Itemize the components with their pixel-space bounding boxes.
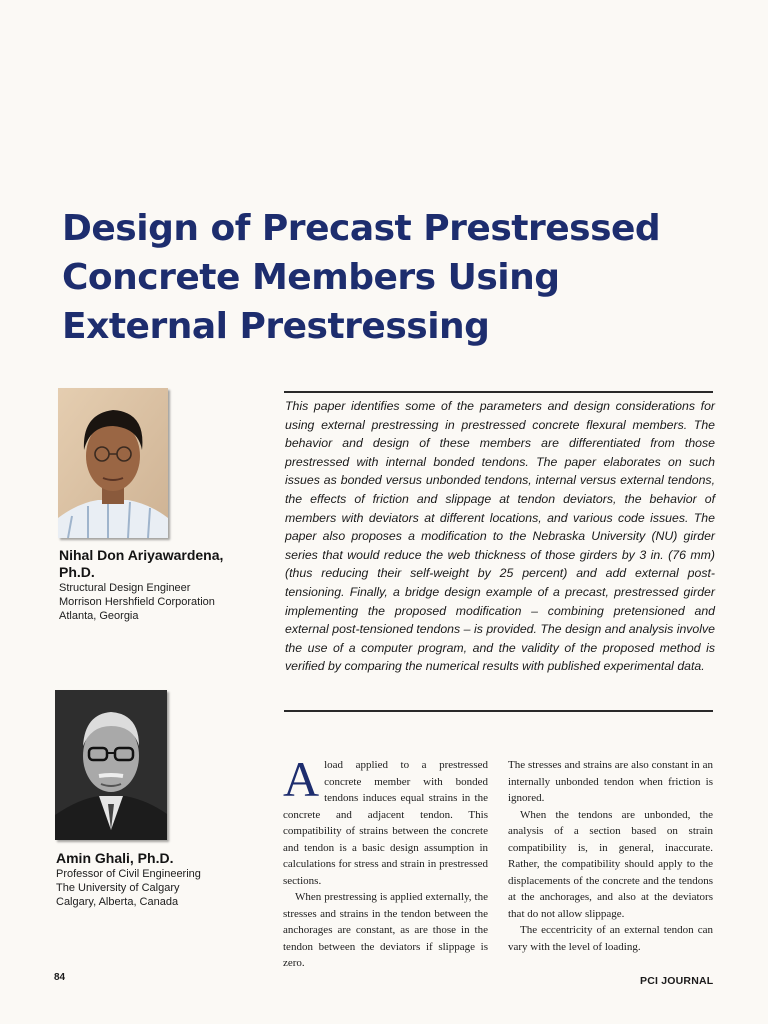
page-number: 84: [54, 972, 66, 983]
author-affiliation-line: Structural Design Engineer: [59, 582, 191, 594]
author-name: Amin Ghali, Ph.D.: [56, 850, 174, 866]
paragraph: The eccentricity of an external tendon can vary with the level of loading.: [508, 924, 713, 953]
title-line-1: Design of Precast Prestressed: [62, 208, 661, 249]
author-block-2: [56, 850, 256, 909]
author-affiliation-line: Atlanta, Georgia: [59, 610, 139, 622]
paragraph-text: load applied to a prestressed concrete member with bonded tendons induces equal strains in the concrete and adjacent tendon. This compatibility of strains between the concrete and tendon is a basic design assumption in calculations for stress and strain in prestressed sections.: [283, 759, 488, 887]
drop-cap: A: [283, 751, 320, 807]
paragraph: When prestressing is applied externally, the stresses and strains in the tendon between the anchorages are constant, as are those in the tendon between the deviators if slippage is zero.: [283, 891, 488, 969]
author-photo-ghali: [55, 690, 167, 840]
abstract-top-rule: [284, 391, 713, 393]
title-line-2: Concrete Members Using: [62, 257, 560, 298]
author-affiliation-line: Calgary, Alberta, Canada: [56, 896, 179, 908]
abstract: This paper identifies some of the parameters and design considerations for using external prestressing in prestressed concrete flexural members. The behavior and design of these members are differentiated from those prestressed with internal bonded tendons. The paper elaborates on such issues as bonded versus unbonded tendons, internal versus external tendons, the effects of friction and slippage at tendon deviators, the behavior of members with deviators at different locations, and various code issues. The paper also proposes a modification to the Nebraska University (NU) girder series that would reduce the web thickness of those girders by 3 in. (76 mm) (thus reducing their self-weight by 25 percent) and add external post-tensioning. Finally, a bridge design example of a precast, prestressed girder implementing the proposed modification – combining pretensioned and external post-tensioned tendons – is provided. The design and analysis involve the use of a computer program, and the validity of the proposed method is verified by comparing the numerical results with published experimental data.: [285, 399, 715, 674]
paragraph: The stresses and strains are also constant in an internally unbonded tendon when friction is ignored.: [508, 759, 713, 804]
paragraph: [283, 751, 488, 889]
author-name: Nihal Don Ariyawardena,: [59, 547, 224, 563]
abstract-bottom-rule: [284, 710, 713, 712]
author-affiliation-line: Professor of Civil Engineering: [56, 868, 201, 880]
paragraph: When the tendons are unbonded, the analysis of a section based on strain compatibility is, in general, inaccurate. Rather, the compatibility should apply to the displacements of the concrete and the tendons at the anchorages, and also at the deviators that do not allow slippage.: [508, 808, 713, 920]
author-block-1: [59, 547, 259, 623]
article-title: [62, 204, 702, 351]
author-affiliation-line: The University of Calgary: [56, 882, 180, 894]
body-column-2: [508, 757, 713, 955]
author-photo-ariyawardena: [58, 388, 168, 538]
journal-name: PCI JOURNAL: [640, 975, 714, 987]
author-affiliation-line: Morrison Hershfield Corporation: [59, 596, 215, 608]
body-column-1: [283, 751, 488, 972]
author-degree: Ph.D.: [59, 564, 95, 580]
title-line-3: External Prestressing: [62, 306, 490, 347]
